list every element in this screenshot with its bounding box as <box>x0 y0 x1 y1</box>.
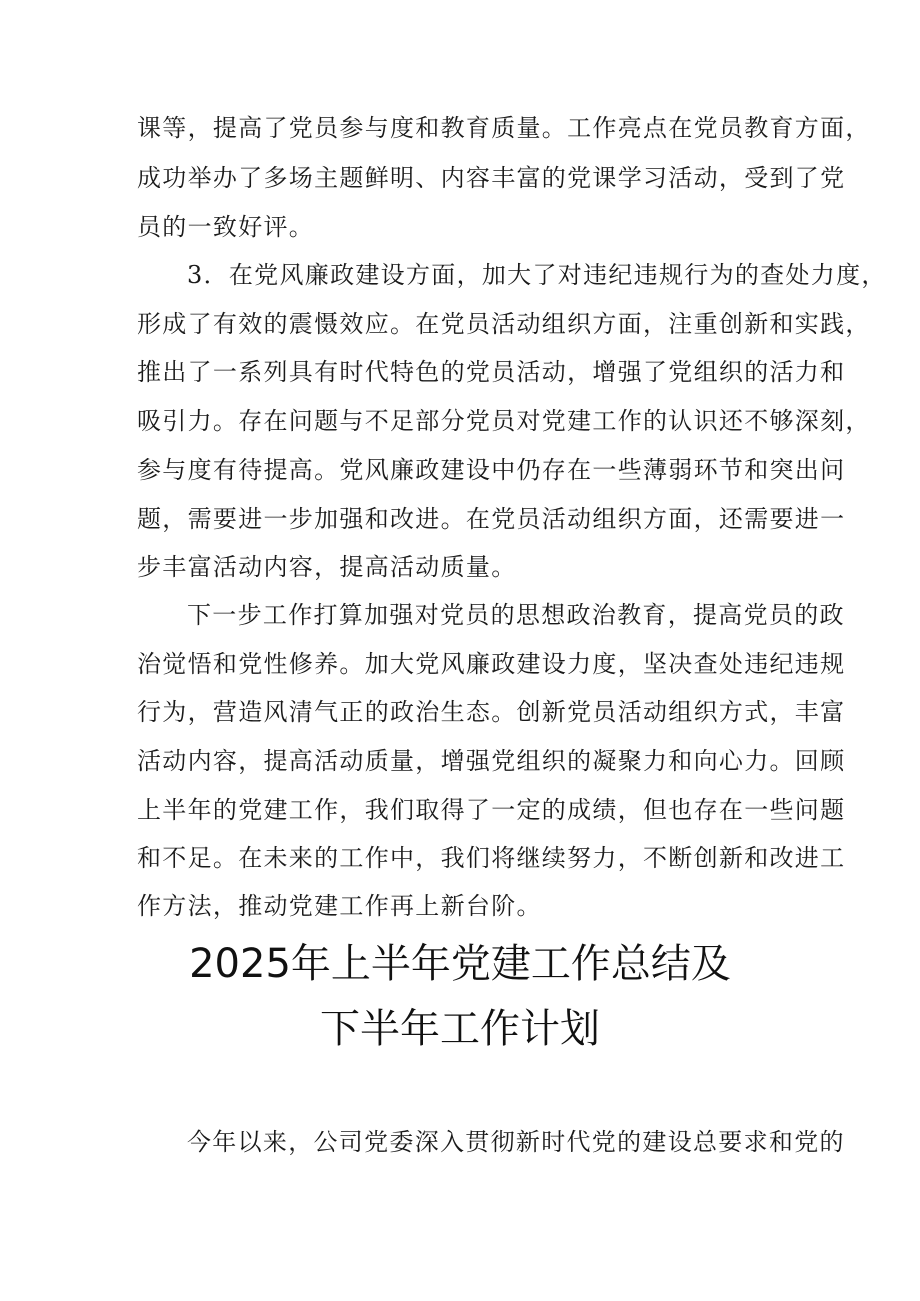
text-line: 行为，营造风清气正的政治生态。创新党员活动组织方式，丰富 <box>137 698 846 726</box>
text-line: 步丰富活动内容，提高活动质量。 <box>137 553 517 581</box>
text-line: 治觉悟和党性修养。加大党风廉政建设力度，坚决查处违纪违规 <box>137 650 846 678</box>
text-line: 推出了一系列具有时代特色的党员活动，增强了党组织的活力和 <box>137 358 846 386</box>
text-line: 课等，提高了党员参与度和教育质量。工作亮点在党员教育方面， <box>137 114 871 142</box>
text-line: 参与度有待提高。党风廉政建设中仍存在一些薄弱环节和突出问 <box>137 456 846 484</box>
text-line: 今年以来，公司党委深入贯彻新时代党的建设总要求和党的 <box>187 1128 845 1156</box>
text-line: 作方法，推动党建工作再上新台阶。 <box>137 892 542 920</box>
text-line: 上半年的党建工作，我们取得了一定的成绩，但也存在一些问题 <box>137 796 846 824</box>
text-line: 成功举办了多场主题鲜明、内容丰富的党课学习活动，受到了党 <box>137 164 846 192</box>
title-line-2: 下半年工作计划 <box>320 1006 600 1052</box>
text-line: 员的一致好评。 <box>137 213 315 241</box>
text-line: 题，需要进一步加强和改进。在党员活动组织方面，还需要进一 <box>137 505 846 533</box>
text-line: 吸引力。存在问题与不足部分党员对党建工作的认识还不够深刻， <box>137 407 871 435</box>
text-line: 和不足。在未来的工作中，我们将继续努力，不断创新和改进工 <box>137 844 846 872</box>
text-line: 活动内容，提高活动质量，增强党组织的凝聚力和向心力。回顾 <box>137 747 846 775</box>
text-line: 下一步工作打算加强对党员的思想政治教育，提高党员的政 <box>187 601 845 629</box>
text-line: 3．在党风廉政建设方面，加大了对违纪违规行为的查处力度， <box>187 261 887 289</box>
text-line: 形成了有效的震慑效应。在党员活动组织方面，注重创新和实践， <box>137 310 871 338</box>
title-line-1: 2025年上半年党建工作总结及 <box>189 941 731 987</box>
